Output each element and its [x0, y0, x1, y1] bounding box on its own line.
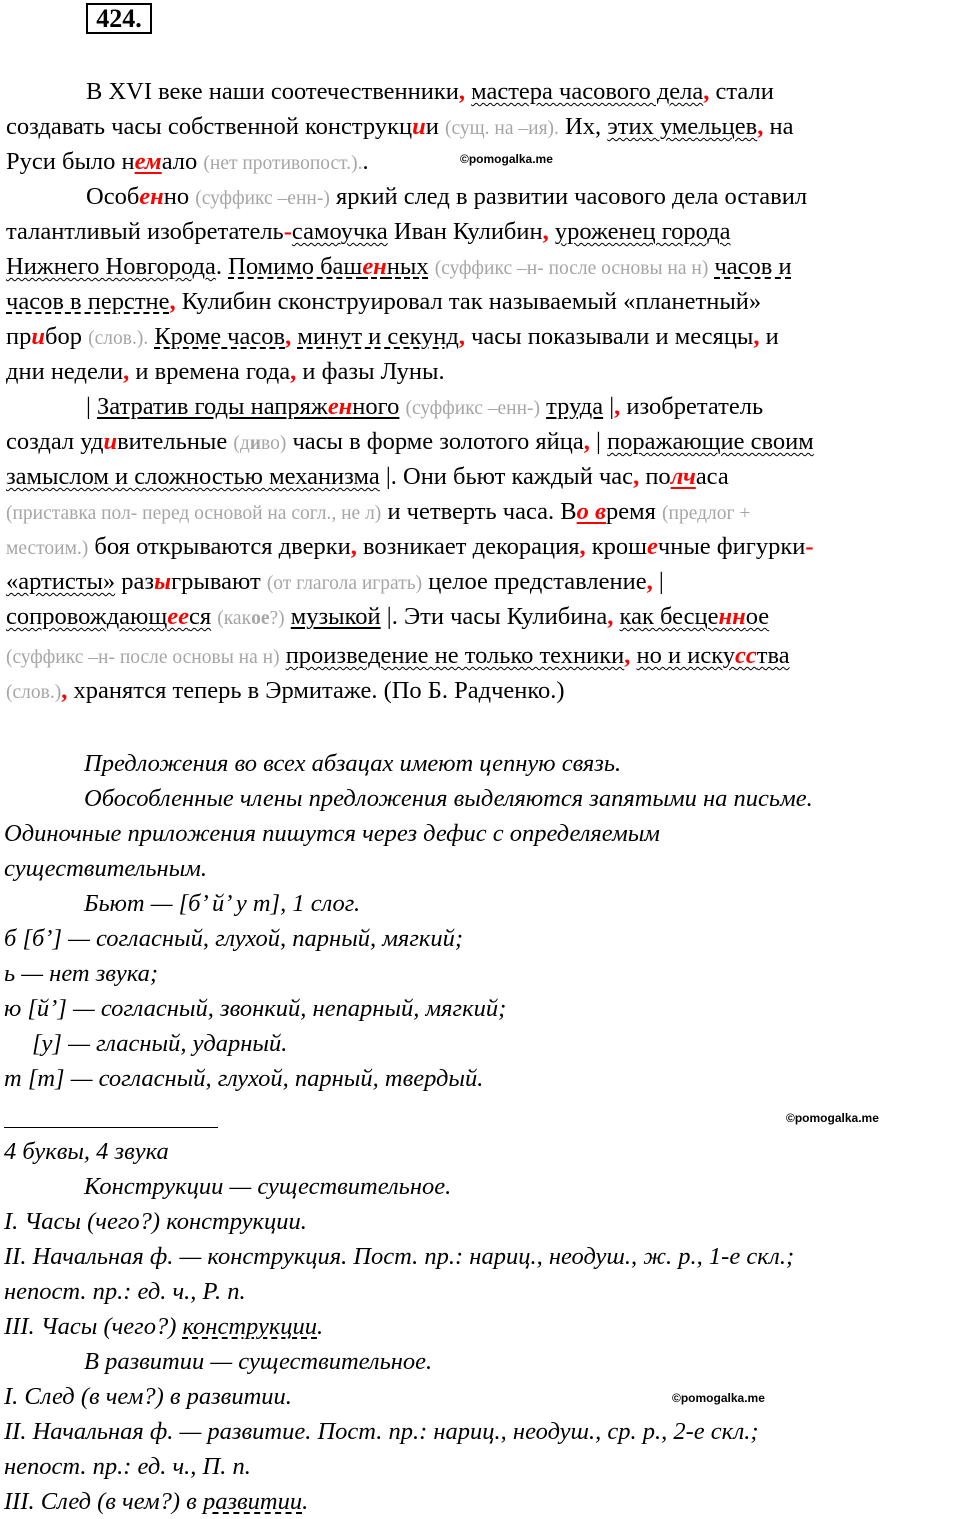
analysis-line: 4 буквы, 4 звука — [4, 1138, 169, 1165]
analysis-line: II. Начальная ф. — развитие. Пост. пр.: нариц., неодуш., ср. р., 2-е скл.; — [4, 1418, 759, 1445]
text-line: (слов.), хранятся теперь в Эрмитаже. (По Б. Радченко.) — [6, 677, 565, 704]
text-line: создавать часы собственной конструкции (сущ. на –ия). Их, этих умельцев, на — [6, 113, 794, 140]
text-line: «артисты» разыгрывают (от глагола играть) целое представление, | — [6, 568, 664, 595]
analysis-line: I. Часы (чего?) конструкции. — [4, 1208, 307, 1235]
text-line: часов в перстне, Кулибин сконструировал так называемый «планетный» — [6, 288, 762, 315]
analysis-line: Обособленные члены предложения выделяются запятыми на письме. — [84, 785, 813, 812]
text-line: Руси было немало (нет противопост.).. — [6, 148, 369, 175]
analysis-line: Бьют — [б’ й’ у т], 1 слог. — [84, 890, 361, 917]
divider — [4, 1127, 218, 1128]
word-title: В развитии — существительное. — [84, 1348, 433, 1375]
watermark: ©pomogalka.me — [672, 1391, 765, 1405]
analysis-line: непост. пр.: ед. ч., Р. п. — [4, 1278, 246, 1305]
text-line: замыслом и сложностью механизма |. Они бьют каждый час, полчаса — [6, 463, 729, 490]
analysis-line: т [т] — согласный, глухой, парный, твердый. — [4, 1065, 484, 1092]
analysis-line: I. След (в чем?) в развитии. — [4, 1383, 292, 1410]
text-line: дни недели, и времена года, и фазы Луны. — [6, 358, 445, 385]
word-title: Конструкции — существительное. — [84, 1173, 452, 1200]
watermark: ©pomogalka.me — [460, 152, 553, 166]
morphology-block — [4, 1134, 956, 1519]
analysis-line: ь — нет звука; — [4, 960, 159, 987]
text-line: (суффикс –н- после основы на н) произведение не только техники, но и искусства — [6, 642, 790, 669]
text-line: В XVI веке наши соотечественники, мастера часового дела, стали — [86, 78, 774, 105]
analysis-line: [у] — гласный, ударный. — [32, 1030, 288, 1057]
exercise-number: 424. — [86, 3, 152, 34]
text-line: местоим.) боя открываются дверки, возникает декорация, крошечные фигурки- — [6, 533, 814, 560]
exercise-text — [6, 74, 958, 708]
watermark: ©pomogalka.me — [786, 1111, 879, 1125]
text-line: талантливый изобретатель-самоучка Иван Кулибин, уроженец города — [6, 218, 731, 245]
analysis-line: б [б’] — согласный, глухой, парный, мягкий; — [4, 925, 463, 952]
analysis-line: непост. пр.: ед. ч., П. п. — [4, 1453, 251, 1480]
analysis-block — [4, 746, 956, 1096]
text-line: | Затратив годы напряженного (суффикс –енн-) труда |, изобретатель — [86, 393, 764, 420]
text-line: (приставка пол- перед основой на согл., не л) и четверть часа. Во время (предлог + — [6, 498, 751, 525]
text-line: Нижнего Новгорода. Помимо башенных (суффикс –н- после основы на н) часов и — [6, 253, 792, 280]
text-line: прибор (слов.). Кроме часов, минут и секунд, часы показывали и месяцы, и — [6, 323, 779, 350]
text-line: создал удивительные (диво) часы в форме золотого яйца, | поражающие своим — [6, 428, 814, 455]
analysis-line: III. След (в чем?) в развитии. — [4, 1488, 309, 1515]
analysis-line: III. Часы (чего?) конструкции. — [4, 1313, 324, 1340]
text-line: Особенно (суффикс –енн-) яркий след в развитии часового дела оставил — [86, 183, 808, 210]
analysis-line: Одиночные приложения пишутся через дефис с определяемым — [4, 820, 660, 847]
text-line: сопровождающееся (какое?) музыкой |. Эти часы Кулибина, как бесценное — [6, 603, 770, 630]
analysis-line: II. Начальная ф. — конструкция. Пост. пр.: нариц., неодуш., ж. р., 1-е скл.; — [4, 1243, 795, 1270]
analysis-line: Предложения во всех абзацах имеют цепную связь. — [84, 750, 622, 777]
analysis-line: существительным. — [4, 855, 207, 882]
analysis-line: ю [й’] — согласный, звонкий, непарный, мягкий; — [4, 995, 507, 1022]
